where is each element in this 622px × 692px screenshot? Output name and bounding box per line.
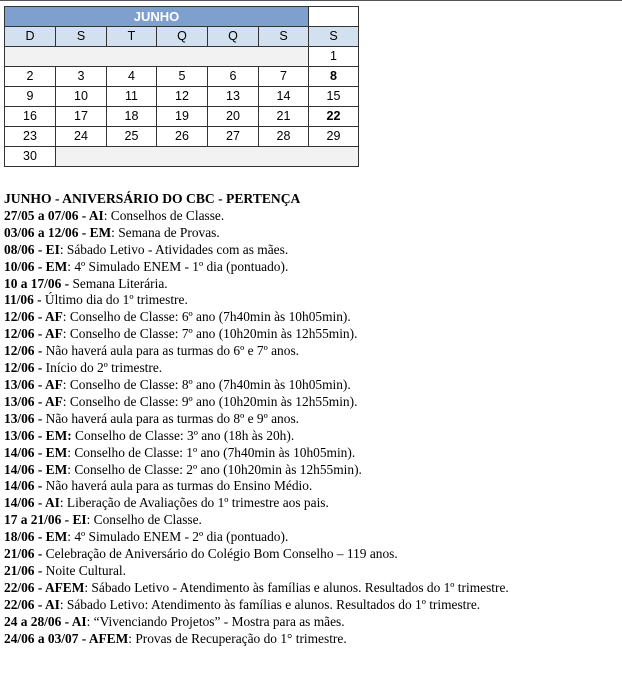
calendar-day: 16 (5, 107, 56, 127)
event-item (4, 411, 620, 428)
calendar-day: 5 (157, 67, 208, 87)
event-item (4, 495, 620, 512)
calendar-day: 9 (5, 87, 56, 107)
event-item (4, 462, 620, 479)
event-date: 27/05 a 07/06 (4, 207, 79, 223)
calendar-day: 30 (5, 147, 56, 167)
event-item (4, 208, 620, 225)
event-segment-tag: AFEM (44, 579, 85, 595)
event-segment-tag: AF (44, 376, 63, 392)
event-item (4, 580, 620, 597)
event-item (4, 512, 620, 529)
event-separator: - (78, 207, 89, 223)
event-text: : Sábado Letivo - Atividades com as mães. (59, 241, 289, 257)
event-item (4, 242, 620, 259)
event-text: Noite Cultural. (45, 562, 127, 578)
event-text: : Conselho de Classe: 6º ano (7h40min às 10h05min). (62, 309, 351, 325)
event-date: 13/06 (4, 393, 35, 409)
calendar-day: 23 (5, 127, 56, 147)
weekday-header: Q (157, 27, 208, 47)
event-date: 12/06 (4, 360, 35, 376)
calendar-day: 14 (259, 87, 309, 107)
calendar-month-title: JUNHO (5, 7, 309, 27)
event-item (4, 225, 620, 242)
event-separator: - (34, 478, 46, 494)
calendar-day: 27 (208, 127, 259, 147)
event-date: 12/06 (4, 343, 35, 359)
event-date: 08/06 (4, 241, 35, 257)
event-separator: - (34, 562, 46, 578)
event-text: Início do 2º trimestre. (45, 360, 163, 376)
event-date: 03/06 a 12/06 (4, 224, 79, 240)
event-segment-tag: AFEM (88, 630, 129, 646)
event-item (4, 343, 620, 360)
event-date: 13/06 (4, 376, 35, 392)
calendar-empty-cell (5, 47, 309, 67)
event-segment-tag: AI (44, 495, 60, 511)
event-date: 12/06 (4, 326, 35, 342)
top-rule (0, 0, 622, 1)
event-item (4, 478, 620, 495)
event-text: : Sábado Letivo: Atendimento às famílias e alunos. Resultados do 1º trimestre. (59, 596, 481, 612)
event-segment-tag: AF (44, 326, 63, 342)
event-text: : “Vivenciando Projetos” - Mostra para as mães. (86, 613, 345, 629)
calendar-day: 11 (107, 87, 157, 107)
events-title: JUNHO - ANIVERSÁRIO DO CBC - PERTENÇA (4, 191, 301, 206)
calendar-day: 10 (56, 87, 107, 107)
event-separator: - (34, 495, 45, 511)
calendar-day: 3 (56, 67, 107, 87)
calendar-day: 6 (208, 67, 259, 87)
event-segment-tag: AF (44, 393, 63, 409)
event-text: : Semana de Provas. (111, 224, 220, 240)
event-date: 12/06 (4, 309, 35, 325)
calendar-day: 21 (259, 107, 309, 127)
event-text: Semana Literária. (72, 275, 168, 291)
weekday-header: Q (208, 27, 259, 47)
event-item (4, 546, 620, 563)
event-date: 22/06 (4, 579, 35, 595)
event-text: : 4º Simulado ENEM - 2º dia (pontuado). (67, 529, 289, 545)
event-date: 21/06 (4, 546, 35, 562)
event-text: : Conselho de Classe: 1º ano (7h40min às 10h05min). (67, 444, 356, 460)
calendar-day: 24 (56, 127, 107, 147)
event-item (4, 377, 620, 394)
event-separator: - (78, 630, 89, 646)
event-item (4, 394, 620, 411)
event-separator: - (34, 376, 45, 392)
event-segment-tag: EM (45, 258, 68, 274)
event-separator: - (34, 529, 46, 545)
calendar-day: 12 (157, 87, 208, 107)
event-item (4, 529, 620, 546)
event-segment-tag: EM: (45, 427, 72, 443)
calendar-day-highlight: 22 (309, 107, 359, 127)
weekday-header: S (56, 27, 107, 47)
event-segment-tag: AI (44, 596, 60, 612)
event-lines (4, 208, 620, 648)
event-date: 10 a 17/06 (4, 275, 62, 291)
event-separator: - (34, 546, 46, 562)
calendar-day: 4 (107, 67, 157, 87)
event-item (4, 428, 620, 445)
event-item (4, 360, 620, 377)
event-date: 10/06 (4, 258, 35, 274)
event-text: Último dia do 1º trimestre. (44, 292, 188, 308)
event-segment-tag: EM (45, 444, 68, 460)
event-text: : 4º Simulado ENEM - 1º dia (pontuado). (67, 258, 289, 274)
event-date: 14/06 (4, 461, 35, 477)
event-text: Não haverá aula para as turmas do Ensino Médio. (45, 478, 313, 494)
event-separator: - (34, 461, 46, 477)
event-segment-tag: EM (45, 529, 68, 545)
event-item (4, 563, 620, 580)
june-calendar (4, 6, 359, 167)
calendar-day: 29 (309, 127, 359, 147)
event-separator: - (34, 309, 45, 325)
weekday-header: D (5, 27, 56, 47)
event-segment-tag: EI (45, 241, 60, 257)
event-date: 24 a 28/06 (4, 613, 62, 629)
event-separator: - (34, 393, 45, 409)
event-text: : Conselho de Classe: 8º ano (7h40min às 10h05min). (62, 376, 351, 392)
event-item (4, 631, 620, 648)
event-date: 24/06 a 03/07 (4, 630, 79, 646)
event-separator: - (34, 360, 46, 376)
event-separator: - (34, 241, 46, 257)
calendar-day: 18 (107, 107, 157, 127)
calendar-day: 19 (157, 107, 208, 127)
calendar-day: 25 (107, 127, 157, 147)
event-date: 13/06 (4, 427, 35, 443)
calendar-day: 17 (56, 107, 107, 127)
event-item (4, 614, 620, 631)
event-text: : Liberação de Avaliações do 1º trimestre aos pais. (59, 495, 329, 511)
event-date: 14/06 (4, 478, 35, 494)
events-list (4, 191, 620, 647)
event-segment-tag: AI (88, 207, 104, 223)
event-date: 17 a 21/06 (4, 512, 62, 528)
event-separator: - (33, 292, 45, 308)
event-text: Celebração de Aniversário do Colégio Bom Conselho – 119 anos. (45, 546, 398, 562)
event-date: 13/06 (4, 410, 35, 426)
calendar-day: 1 (309, 47, 359, 67)
event-text: : Conselhos de Classe. (103, 207, 225, 223)
event-date: 14/06 (4, 495, 35, 511)
calendar-day: 13 (208, 87, 259, 107)
event-date: 18/06 (4, 529, 35, 545)
event-date: 14/06 (4, 444, 35, 460)
event-date: 11/06 (4, 292, 34, 308)
calendar-corner-cell (309, 7, 359, 27)
calendar-day: 2 (5, 67, 56, 87)
event-item (4, 309, 620, 326)
event-separator: - (34, 579, 45, 595)
event-date: 21/06 (4, 562, 35, 578)
calendar-day: 20 (208, 107, 259, 127)
event-segment-tag: EM (45, 461, 68, 477)
weekday-header: T (107, 27, 157, 47)
event-item (4, 276, 620, 293)
event-text: Não haverá aula para as turmas do 8º e 9º anos. (45, 410, 300, 426)
calendar-day: 28 (259, 127, 309, 147)
calendar-empty-cell (56, 147, 359, 167)
calendar-day-highlight: 8 (309, 67, 359, 87)
event-separator: - (78, 224, 90, 240)
event-text: : Conselho de Classe. (86, 512, 202, 528)
event-separator: - (61, 613, 72, 629)
weekday-header: S (309, 27, 359, 47)
event-segment-tag: AI (71, 613, 87, 629)
weekday-header: S (259, 27, 309, 47)
event-segment-tag: EM (89, 224, 112, 240)
calendar-day: 15 (309, 87, 359, 107)
event-separator: - (34, 410, 46, 426)
event-separator: - (34, 258, 46, 274)
event-text: : Conselho de Classe: 7º ano (10h20min às 12h55min). (62, 326, 358, 342)
event-item (4, 326, 620, 343)
event-separator: - (34, 444, 46, 460)
calendar-day: 7 (259, 67, 309, 87)
calendar-day: 26 (157, 127, 208, 147)
event-item (4, 292, 620, 309)
event-segment-tag: EI (72, 512, 87, 528)
event-text: : Conselho de Classe: 9º ano (10h20min às 12h55min). (62, 393, 358, 409)
event-separator: - (61, 512, 73, 528)
event-separator: - (34, 596, 45, 612)
event-text: Não haverá aula para as turmas do 6º e 7º anos. (45, 343, 300, 359)
event-text: : Conselho de Classe: 2º ano (10h20min às 12h55min). (67, 461, 362, 477)
event-separator: - (34, 326, 45, 342)
event-item (4, 445, 620, 462)
event-separator: - (61, 275, 73, 291)
event-separator: - (34, 343, 46, 359)
event-text: : Sábado Letivo - Atendimento às famílias e alunos. Resultados do 1º trimestre. (84, 579, 509, 595)
event-segment-tag: AF (44, 309, 63, 325)
event-text: : Provas de Recuperação do 1° trimestre. (128, 630, 347, 646)
event-text: Conselho de Classe: 3º ano (18h às 20h). (71, 427, 295, 443)
event-item (4, 259, 620, 276)
event-date: 22/06 (4, 596, 35, 612)
event-separator: - (34, 427, 46, 443)
event-item (4, 597, 620, 614)
